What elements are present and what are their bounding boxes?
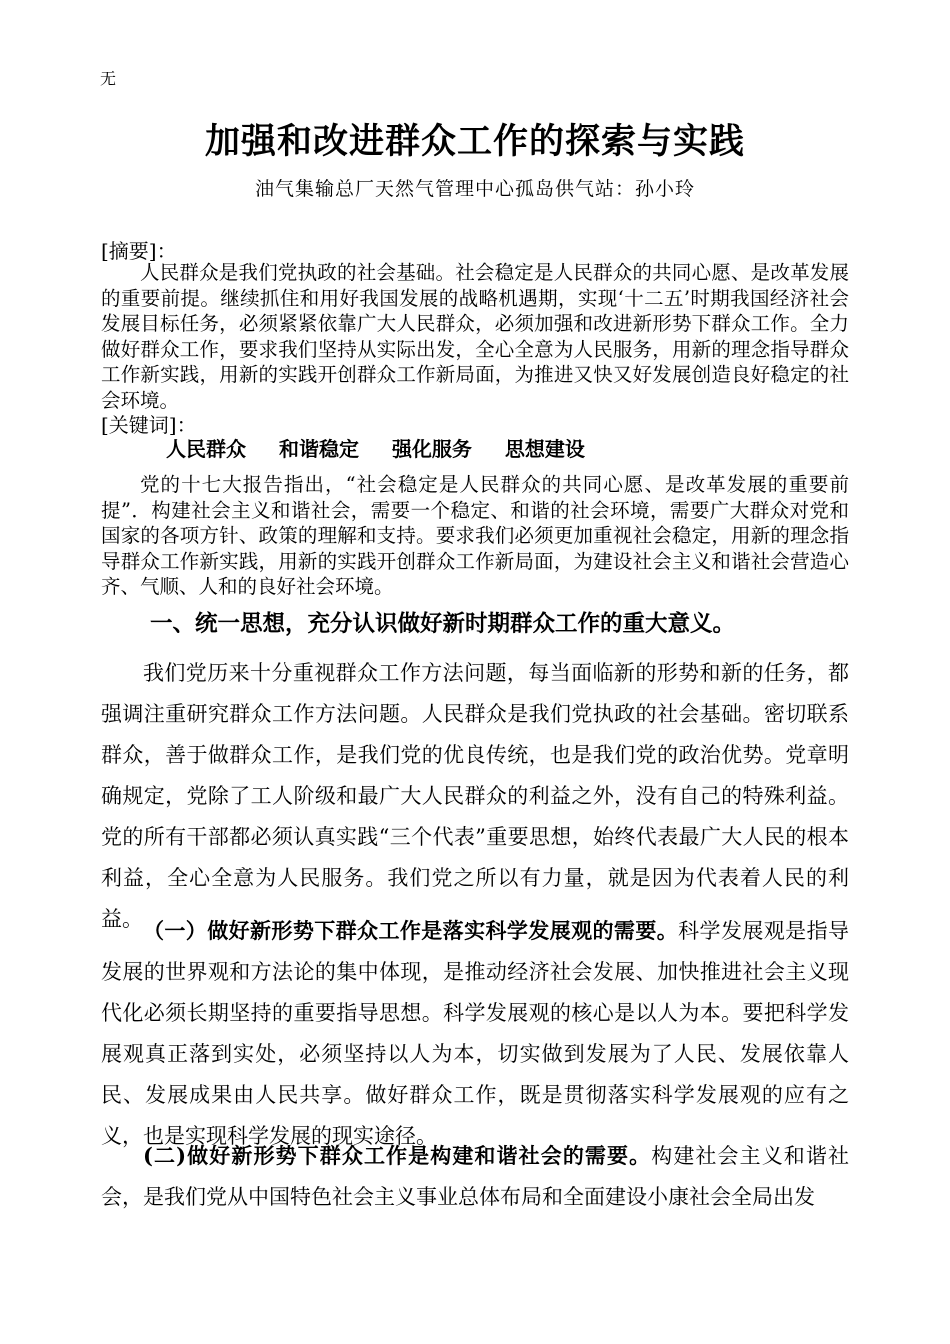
document-title: 加强和改进群众工作的探索与实践 [204,121,745,162]
abstract-label: [摘要]： [101,239,177,263]
keyword-item: 思想建设 [504,437,585,461]
subsection-2-text: 构建社会主义和谐社会，是我们党从中国特色社会主义事业总体布局和全面建设小康社会全局出发 [101,1144,849,1209]
keyword-item: 和谐稳定 [278,437,359,461]
section-paragraph: 我们党历来十分重视群众工作方法问题，每当面临新的形势和新的任务，都强调注重研究群众工作方法问题。人民群众是我们党执政的社会基础。密切联系群众，善于做群众工作，是我们党的优良传统，也是我们党的政治优势。党章明确规定，党除了工人阶级和最广大人民群众的利益之外，没有自己的特殊利益。党的所有干部都必须认真实践“三个代表”重要思想，始终代表最广大人民的根本利益，全心全意为人民服务。我们党之所以有力量，就是因为代表着人民的利益。 [101,661,849,931]
subsection-1-heading: （一）做好新形势下群众工作是落实科学发展观的需要。 [143,918,679,943]
subsection-1-paragraph [101,910,849,1157]
subsection-2-paragraph [101,1135,849,1218]
section-heading: 一、统一思想，充分认识做好新时期群众工作的重大意义。 [150,611,736,637]
subsection-1-text: 科学发展观是指导发展的世界观和方法论的集中体现，是推动经济社会发展、加快推进社会主义现代化必须长期坚持的重要指导思想。科学发展观的核心是以人为本。要把科学发展观真正落到实处，必须坚持以人为本，切实做到发展为了人民、发展依靠人民、发展成果由人民共享。做好群众工作，既是贯彻落实科学发展观的应有之义，也是实现科学发展的现实途径。 [101,919,849,1148]
keywords-list [166,433,611,462]
keywords-label: [关键词]： [101,413,197,437]
keyword-item: 人民群众 [166,437,246,461]
subsection-2-heading: (二)做好新形势下群众工作是构建和谐社会的需要。 [143,1143,652,1168]
author-line: 油气集输总厂天然气管理中心孤岛供气站：孙小玲 [254,178,695,200]
abstract-text: 人民群众是我们党执政的社会基础。社会稳定是人民群众的共同心愿、是改革发展的重要前提。继续抓住和用好我国发展的战略机遇期，实现‘十二五’时期我国经济社会发展目标任务，必须紧紧依靠广大人民群众，必须加强和改进新形势下群众工作。全力做好群众工作，要求我们坚持从实际出发，全心全意为人民服务，用新的理念指导群众工作新实践，用新的实践开创群众工作新局面，为推进又快又好发展创造良好稳定的社会环境。 [101,261,849,412]
intro-paragraph: 党的十七大报告指出，“社会稳定是人民群众的共同心愿、是改革发展的重要前提”．构建社会主义和谐社会，需要一个稳定、和谐的社会环境，需要广大群众对党和国家的各项方针、政策的理解和支持。要求我们必须更加重视社会稳定，用新的理念指导群众工作新实践，用新的实践开创群众工作新局面，为建设社会主义和谐社会营造心齐、气顺、人和的良好社会环境。 [101,473,849,598]
header-mark: 无 [100,69,117,88]
keyword-item: 强化服务 [391,437,472,461]
